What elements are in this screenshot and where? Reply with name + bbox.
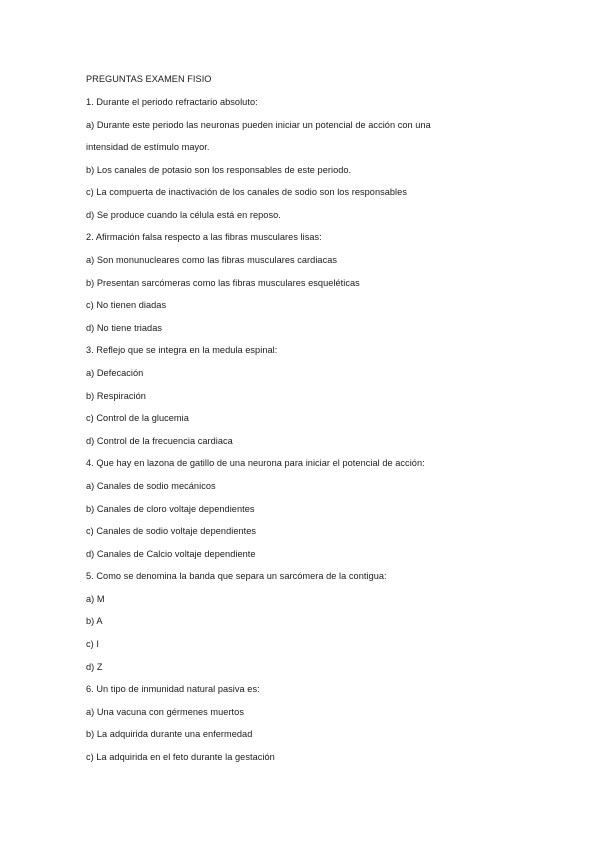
question-5-option-b: b) A [86, 616, 103, 626]
question-4-option-c: c) Canales de sodio voltaje dependientes [86, 526, 257, 536]
question-3-option-c: c) Control de la glucemia [86, 413, 189, 423]
question-2-option-d: d) No tiene triadas [86, 323, 163, 333]
question-2-option-c: c) No tienen diadas [86, 300, 167, 310]
question-5-option-d: d) Z [86, 662, 103, 672]
question-1: 1. Durante el periodo refractario absoluto: [86, 97, 258, 107]
question-4-option-d: d) Canales de Calcio voltaje dependiente [86, 549, 256, 559]
question-2-option-b: b) Presentan sarcómeras como las fibras musculares esqueléticas [86, 278, 360, 288]
question-1-option-d: d) Se produce cuando la célula está en reposo. [86, 210, 281, 220]
question-6-option-b: b) La adquirida durante una enfermedad [86, 729, 253, 739]
question-5-option-c: c) I [86, 639, 99, 649]
question-1-option-a: a) Durante este periodo las neuronas pueden iniciar un potencial de acción con una [86, 120, 431, 130]
question-3-option-b: b) Respiración [86, 391, 146, 401]
question-4-option-b: b) Canales de cloro voltaje dependientes [86, 504, 255, 514]
question-3: 3. Reflejo que se integra en la medula espinal: [86, 345, 278, 355]
question-6: 6. Un tipo de inmunidad natural pasiva es: [86, 684, 260, 694]
question-5-option-a: a) M [86, 594, 105, 604]
question-3-option-d: d) Control de la frecuencia cardiaca [86, 436, 233, 446]
question-4-option-a: a) Canales de sodio mecánicos [86, 481, 216, 491]
question-6-option-a: a) Una vacuna con gérmenes muertos [86, 707, 244, 717]
question-2: 2. Afirmación falsa respecto a las fibras musculares lisas: [86, 232, 322, 242]
question-1-option-a-continuation: intensidad de estímulo mayor. [86, 142, 210, 152]
document-title: PREGUNTAS EXAMEN FISIO [86, 74, 212, 84]
question-1-option-c: c) La compuerta de inactivación de los canales de sodio son los responsables [86, 187, 407, 197]
question-5: 5. Como se denomina la banda que separa un sarcómera de la contigua: [86, 571, 387, 581]
question-2-option-a: a) Son monunucleares como las fibras musculares cardiacas [86, 255, 338, 265]
question-3-option-a: a) Defecación [86, 368, 144, 378]
question-1-option-b: b) Los canales de potasio son los responsables de este periodo. [86, 165, 352, 175]
question-4: 4. Que hay en lazona de gatillo de una neurona para iniciar el potencial de acción: [86, 458, 425, 468]
question-6-option-c: c) La adquirida en el feto durante la gestación [86, 752, 275, 762]
